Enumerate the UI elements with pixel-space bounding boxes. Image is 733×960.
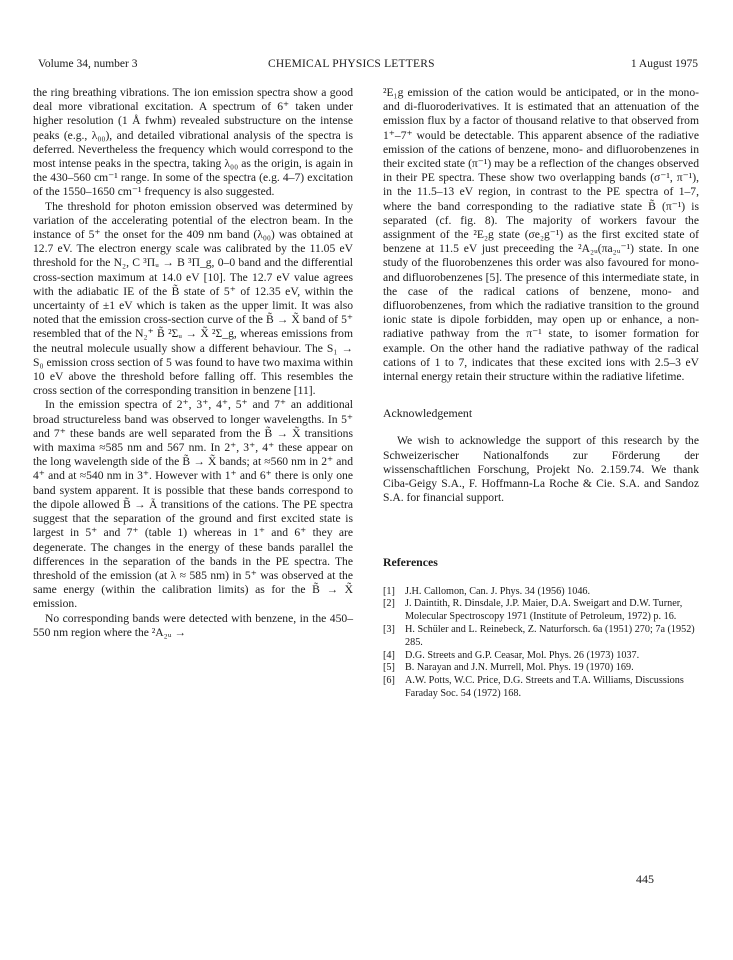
reference-number: [2] xyxy=(383,598,395,610)
body-paragraph: The threshold for photon emission observed was determined by variation of the accelerating potential of the electron beam. In the instance of 5⁺ the onset for the 409 nm band (λ₀₀) was obtained at 12.7 eV. The electron energy scale was calibrated by the 11.05 eV threshold for the N₂, C ³Πᵤ → B ³Π_g, 0–0 band and the differential cross-section maximum at 14.0 eV [10]. The 12.7 eV value agrees with the adiabatic IE of the B̃ state of 5⁺ of 12.35 eV, within the uncertainty of ±1 eV which is taken as the upper limit. It was also noted that the emission cross-section curve of the B̃ → X̃ band of 5⁺ resembled that of the N₂⁺ B̃ ²Σᵤ → X̃ ²Σ_g, whereas emissions from the neutral molecule usually show a different behaviour. The S₁ → S₀ emission cross section of 5 was found to have two maxima within 10 eV above the threshold before falling off. This resembles the cross section of the corresponding transition in benzene [11]. xyxy=(33,199,353,398)
issue-date: 1 August 1975 xyxy=(630,58,698,70)
body-paragraph: No corresponding bands were detected with benzene, in the 450–550 nm region where the ²A₂ᵤ → xyxy=(33,611,353,639)
left-column xyxy=(33,86,353,640)
journal-name: CHEMICAL PHYSICS LETTERS xyxy=(268,58,435,70)
body-paragraph: the ring breathing vibrations. The ion emission spectra show a good deal more vibrational excitation. A spectrum of 6⁺ taken under higher resolution (1 Å fwhm) revealed substructure on the intense peaks (e.g., λ₀₀), and detailed vibrational analysis of the spectra is deferred. Nevertheless the frequency which would correspond to the most intense peaks in the spectra, taking λ₀₀ as the origin, is again in the 430–560 cm⁻¹ range. In some of the spectra (e.g. 4–7) excitation of the 1550–1650 cm⁻¹ frequency is also suggested. xyxy=(33,86,353,199)
reference-number: [5] xyxy=(383,662,395,674)
reference-number: [4] xyxy=(383,649,395,661)
page-number: 445 xyxy=(636,872,654,886)
reference-text: J.H. Callomon, Can. J. Phys. 34 (1956) 1046. xyxy=(405,585,591,597)
reference-text: J. Daintith, R. Dinsdale, J.P. Maier, D.A. Sweigart and D.W. Turner, Molecular Spectroscopy 1971 (Institute of Petroleum, 1972) p. 16. xyxy=(405,598,683,623)
references-heading: References xyxy=(383,555,438,570)
acknowledgement-text: We wish to acknowledge the support of this research by the Schweizerischer Nationalfonds zur Förderung der wissenschaftlichen Forschung, Projekt No. 2.159.74. We thank Ciba-Geigy S.A., F. Hoffmann-La Roche & Cie. S.A. and Sandoz S.A. for financial support. xyxy=(383,434,699,505)
reference-item xyxy=(383,675,699,701)
volume-number: Volume 34, number 3 xyxy=(38,58,138,70)
reference-item xyxy=(383,650,699,663)
reference-item xyxy=(383,662,699,675)
reference-number: [3] xyxy=(383,624,395,636)
reference-text: D.G. Streets and G.P. Ceasar, Mol. Phys. 26 (1973) 1037. xyxy=(405,649,640,661)
reference-text: A.W. Potts, W.C. Price, D.G. Streets and T.A. Williams, Discussions Faraday Soc. 54 (1972) 168. xyxy=(405,675,684,700)
body-paragraph: ²E₁g emission of the cation would be anticipated, or in the mono- and di-fluoroderivatives. It is estimated that an attenuation of the emission flux by a factor of thousand relative to that observed from 1⁺–7⁺ would be detectable. This apparent absence of the radiative emission of the cations of benzene, mono- and difluorobenzenes in their excited state (π⁻¹) may be a reflection of the changes observed in their PE spectra. These show two overlapping bands (σ⁻¹, π⁻¹), in the 11.5–13 eV region, in contrast to the PE spectra of 1–7, where the band corresponding to the radiative state B̃ (π⁻¹) is separated (cf. fig. 8). The majority of workers favour the assignment of the ²E₂g state (σe₂g⁻¹) as the first excited state of benzene at 11.5 eV just preceeding the ²A₂ᵤ(πa₂ᵤ⁻¹) state. In one study of the fluorobenzenes this order was also favoured for mono- and difluorobenzenes [5]. The presence of this intermediate state, in the case of the radical cations of benzene, mono- and difluorobenzenes, from which the radiative transition to the ground ionic state is dipole forbidden, may open up or enhance, a non-radiative pathway from the π⁻¹ state, to isomer formation for example. On the other hand the radiative pathway of the radical cations of 1 to 7, indicates that these excited ions with 2.5–3 eV internal energy retain their structure within the radiative lifetime. xyxy=(383,86,699,384)
reference-item xyxy=(383,624,699,650)
reference-number: [1] xyxy=(383,585,395,597)
reference-text: B. Narayan and J.N. Murrell, Mol. Phys. 19 (1970) 169. xyxy=(405,662,634,674)
reference-text: H. Schüler and L. Reinebeck, Z. Naturforsch. 6a (1951) 270; 7a (1952) 285. xyxy=(405,624,695,648)
acknowledgement-heading: Acknowledgement xyxy=(383,406,473,421)
page-header xyxy=(38,58,698,74)
right-column xyxy=(383,86,699,701)
body-paragraph: In the emission spectra of 2⁺, 3⁺, 4⁺, 5⁺ and 7⁺ an additional broad structureless band was observed to longer wavelengths. In 5⁺ and 7⁺ these bands are well separated from the B̃ → X̃ transitions with maxima ≈585 nm and 567 nm. In 2⁺, 3⁺, 4⁺ these appear on the long wavelength side of the B̃ → X̃ bands; at ≈560 nm in 2⁺ and 4⁺ and at ≈540 nm in 3⁺. However with 1⁺ and 6⁺ there is only one band system apparent. It is possible that these bands correspond to the dipole allowed B̃ → Ã transitions of the cations. The PE spectra suggest that the separation of the ground and first excited state is largest in 5⁺ and 7⁺ (table 1) whereas in 1⁺ and 6⁺ they are degenerate. The changes in the energy of these bands parallel the differences in the separation of the bands in the PE spectra. The threshold of the emission (at λ ≈ 585 nm) in 5⁺ was observed at the same energy (within the calibration limits) as for the B̃ → X̃ emission. xyxy=(33,398,353,611)
reference-item xyxy=(383,586,699,599)
reference-number: [6] xyxy=(383,675,395,687)
references-list xyxy=(383,586,699,701)
reference-item xyxy=(383,598,699,624)
